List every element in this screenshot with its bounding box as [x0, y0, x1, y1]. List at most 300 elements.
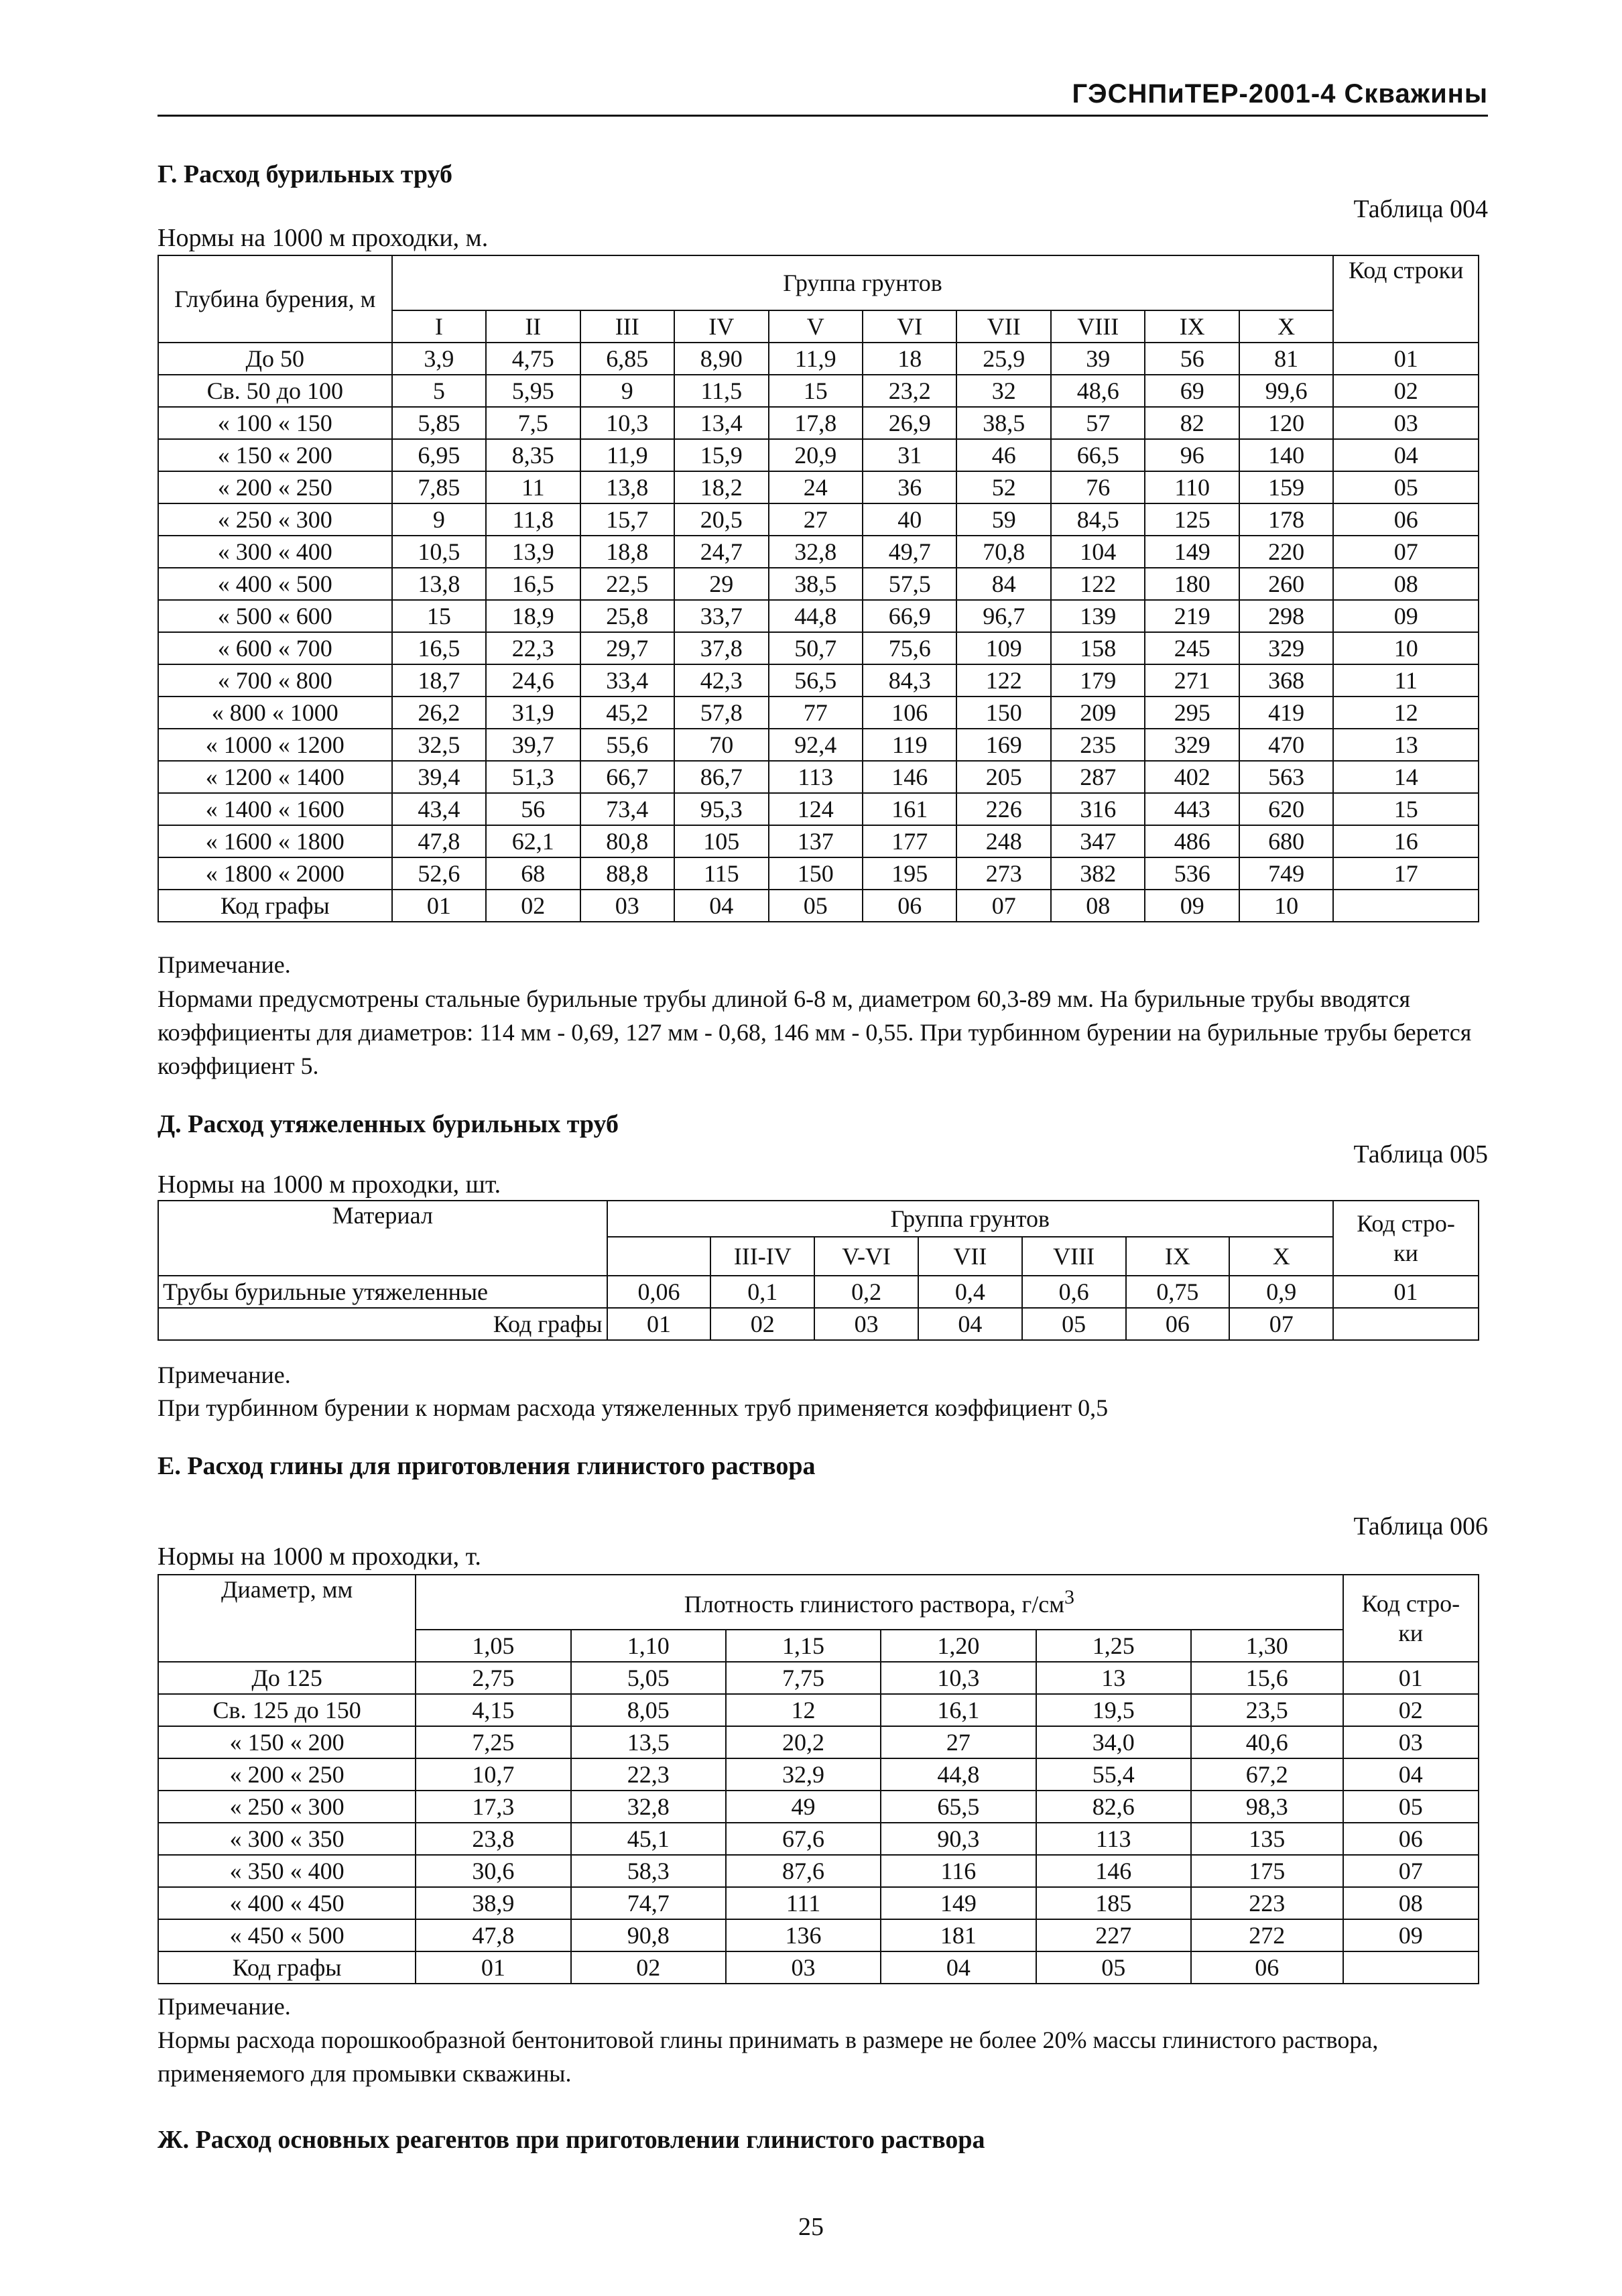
value-cell: 66,5: [1051, 439, 1145, 471]
value-cell: 122: [956, 664, 1050, 697]
value-cell: 49,7: [863, 536, 956, 568]
column-code: 06: [1126, 1308, 1230, 1340]
value-cell: 5: [392, 375, 486, 407]
value-cell: 42,3: [674, 664, 768, 697]
column-code: 04: [881, 1951, 1036, 1984]
row-label: « 250 « 300: [158, 503, 392, 536]
density-header: 1,20: [881, 1630, 1036, 1662]
value-cell: 33,4: [580, 664, 674, 697]
value-cell: 13,5: [571, 1726, 726, 1758]
row-code: 14: [1333, 761, 1479, 793]
row-label: До 125: [158, 1662, 416, 1694]
section-e-heading: Е. Расход глины для приготовления глинистого раствора: [158, 1452, 816, 1480]
value-cell: 9: [392, 503, 486, 536]
value-cell: 22,5: [580, 568, 674, 600]
value-cell: 52: [956, 471, 1050, 503]
footer-empty: [1333, 1308, 1479, 1340]
footer-label: Код графы: [158, 1308, 607, 1340]
value-cell: 13: [1036, 1662, 1191, 1694]
row-label: « 250 « 300: [158, 1791, 416, 1823]
value-cell: 124: [769, 793, 863, 825]
column-code: 04: [674, 890, 768, 922]
value-cell: 39: [1051, 343, 1145, 375]
value-cell: 0,9: [1229, 1276, 1333, 1308]
value-cell: 11,9: [580, 439, 674, 471]
value-cell: 22,3: [486, 632, 580, 664]
column-code: 05: [1022, 1308, 1126, 1340]
note-e-text: Нормы расхода порошкообразной бентонитовой глины принимать в размере не более 20% массы глинистого раствора, применяемого для промывки скважины.: [158, 2027, 1379, 2087]
value-cell: 0,1: [710, 1276, 814, 1308]
value-cell: 49: [726, 1791, 881, 1823]
column-code: 05: [769, 890, 863, 922]
value-cell: 419: [1239, 697, 1333, 729]
value-cell: 316: [1051, 793, 1145, 825]
value-cell: 223: [1191, 1887, 1343, 1919]
col-group-header: Группа грунтов: [392, 255, 1334, 310]
note-d-text: При турбинном бурении к нормам расхода утяжеленных труб применяется коэффициент 0,5: [158, 1394, 1109, 1421]
row-label: « 400 « 500: [158, 568, 392, 600]
column-code: 02: [571, 1951, 726, 1984]
value-cell: 4,75: [486, 343, 580, 375]
row-label: « 300 « 350: [158, 1823, 416, 1855]
value-cell: 443: [1145, 793, 1239, 825]
table-row: [158, 1887, 1479, 1919]
value-cell: 32,8: [769, 536, 863, 568]
density-header: 1,15: [726, 1630, 881, 1662]
group-header: VIII: [1051, 310, 1145, 343]
value-cell: 44,8: [881, 1758, 1036, 1791]
row-label: « 600 « 700: [158, 632, 392, 664]
group-header: IV: [674, 310, 768, 343]
table-row: [158, 343, 1479, 375]
value-cell: 158: [1051, 632, 1145, 664]
value-cell: 70: [674, 729, 768, 761]
value-cell: 18,8: [580, 536, 674, 568]
table-row: [158, 439, 1479, 471]
value-cell: 140: [1239, 439, 1333, 471]
value-cell: 195: [863, 857, 956, 890]
row-label: Св. 125 до 150: [158, 1694, 416, 1726]
row-label: « 200 « 250: [158, 1758, 416, 1791]
col-group-header: Группа грунтов: [607, 1201, 1334, 1237]
running-header: ГЭСНПиТЕР-2001-4 Скважины: [158, 79, 1488, 117]
value-cell: 235: [1051, 729, 1145, 761]
density-header: 1,10: [571, 1630, 726, 1662]
table-005-label: Таблица 005: [1353, 1140, 1488, 1168]
value-cell: 271: [1145, 664, 1239, 697]
value-cell: 109: [956, 632, 1050, 664]
value-cell: 30,6: [416, 1855, 570, 1887]
footer-label: Код графы: [158, 1951, 416, 1984]
table-row: [158, 664, 1479, 697]
row-label: « 150 « 200: [158, 439, 392, 471]
value-cell: 10,5: [392, 536, 486, 568]
row-label: « 800 « 1000: [158, 697, 392, 729]
value-cell: 86,7: [674, 761, 768, 793]
value-cell: 185: [1036, 1887, 1191, 1919]
value-cell: 17,3: [416, 1791, 570, 1823]
value-cell: 5,85: [392, 407, 486, 439]
group-header: IX: [1145, 310, 1239, 343]
value-cell: 20,2: [726, 1726, 881, 1758]
row-label: « 500 « 600: [158, 600, 392, 632]
row-code: 01: [1333, 1276, 1479, 1308]
value-cell: 150: [769, 857, 863, 890]
value-cell: 111: [726, 1887, 881, 1919]
row-code: 08: [1343, 1887, 1479, 1919]
col-code-line2: ки: [1398, 1620, 1424, 1646]
group-header: [607, 1237, 711, 1276]
value-cell: 39,7: [486, 729, 580, 761]
value-cell: 45,1: [571, 1823, 726, 1855]
value-cell: 10,7: [416, 1758, 570, 1791]
value-cell: 8,35: [486, 439, 580, 471]
value-cell: 65,5: [881, 1791, 1036, 1823]
table-row: [158, 471, 1479, 503]
row-code: 02: [1343, 1694, 1479, 1726]
value-cell: 11,9: [769, 343, 863, 375]
value-cell: 8,90: [674, 343, 768, 375]
value-cell: 40: [863, 503, 956, 536]
value-cell: 205: [956, 761, 1050, 793]
col-material-header: Материал: [158, 1201, 607, 1276]
value-cell: 175: [1191, 1855, 1343, 1887]
value-cell: 272: [1191, 1919, 1343, 1951]
value-cell: 16,5: [392, 632, 486, 664]
value-cell: 0,75: [1126, 1276, 1230, 1308]
col-code-line1: Код стро-: [1357, 1210, 1455, 1237]
value-cell: 50,7: [769, 632, 863, 664]
section-d-heading: Д. Расход утяжеленных бурильных труб: [158, 1110, 619, 1138]
row-code: 04: [1343, 1758, 1479, 1791]
group-header: V: [769, 310, 863, 343]
value-cell: 37,8: [674, 632, 768, 664]
value-cell: 58,3: [571, 1855, 726, 1887]
value-cell: 7,5: [486, 407, 580, 439]
value-cell: 34,0: [1036, 1726, 1191, 1758]
value-cell: 23,5: [1191, 1694, 1343, 1726]
column-code: 07: [1229, 1308, 1333, 1340]
row-label: « 1200 « 1400: [158, 761, 392, 793]
row-code: 05: [1343, 1791, 1479, 1823]
table-006: [158, 1574, 1479, 1984]
value-cell: 248: [956, 825, 1050, 857]
table-row: [158, 1758, 1479, 1791]
value-cell: 402: [1145, 761, 1239, 793]
value-cell: 136: [726, 1919, 881, 1951]
col-code-line1: Код стро-: [1361, 1590, 1460, 1617]
value-cell: 46: [956, 439, 1050, 471]
note-g-text: Нормами предусмотрены стальные бурильные трубы длиной 6-8 м, диаметром 60,3-89 мм. На бурильные трубы вводятся коэффициенты для диаметров: 114 мм - 0,69, 127 мм - 0,68, 146 мм - 0,55. При турбинном бурении на бурильные трубы берется коэффициент 5.: [158, 985, 1472, 1079]
table-row: [158, 857, 1479, 890]
value-cell: 84: [956, 568, 1050, 600]
value-cell: 382: [1051, 857, 1145, 890]
value-cell: 179: [1051, 664, 1145, 697]
value-cell: 38,5: [769, 568, 863, 600]
value-cell: 47,8: [392, 825, 486, 857]
value-cell: 273: [956, 857, 1050, 890]
value-cell: 149: [881, 1887, 1036, 1919]
value-cell: 563: [1239, 761, 1333, 793]
value-cell: 18,2: [674, 471, 768, 503]
value-cell: 27: [769, 503, 863, 536]
column-code: 09: [1145, 890, 1239, 922]
table-row: [158, 1791, 1479, 1823]
value-cell: 0,06: [607, 1276, 711, 1308]
column-code: 03: [814, 1308, 918, 1340]
table-row: [158, 1919, 1479, 1951]
group-header: V-VI: [814, 1237, 918, 1276]
value-cell: 227: [1036, 1919, 1191, 1951]
table-005: [158, 1200, 1479, 1341]
value-cell: 7,85: [392, 471, 486, 503]
table-004: [158, 255, 1479, 922]
value-cell: 2,75: [416, 1662, 570, 1694]
value-cell: 5,95: [486, 375, 580, 407]
value-cell: 470: [1239, 729, 1333, 761]
value-cell: 75,6: [863, 632, 956, 664]
value-cell: 23,2: [863, 375, 956, 407]
value-cell: 15,7: [580, 503, 674, 536]
value-cell: 90,8: [571, 1919, 726, 1951]
row-label: « 700 « 800: [158, 664, 392, 697]
value-cell: 38,9: [416, 1887, 570, 1919]
table-row: [158, 375, 1479, 407]
value-cell: 20,9: [769, 439, 863, 471]
value-cell: 10,3: [580, 407, 674, 439]
value-cell: 4,15: [416, 1694, 570, 1726]
value-cell: 135: [1191, 1823, 1343, 1855]
value-cell: 59: [956, 503, 1050, 536]
value-cell: 48,6: [1051, 375, 1145, 407]
col-depth-header: Глубина бурения, м: [158, 255, 392, 343]
note-g-head: Примечание.: [158, 951, 291, 978]
value-cell: 7,25: [416, 1726, 570, 1758]
value-cell: 122: [1051, 568, 1145, 600]
value-cell: 178: [1239, 503, 1333, 536]
value-cell: 180: [1145, 568, 1239, 600]
value-cell: 245: [1145, 632, 1239, 664]
value-cell: 125: [1145, 503, 1239, 536]
table-row: [158, 697, 1479, 729]
value-cell: 106: [863, 697, 956, 729]
value-cell: 347: [1051, 825, 1145, 857]
section-zh-heading: Ж. Расход основных реагентов при приготовлении глинистого раствора: [158, 2126, 985, 2154]
col-density-text: Плотность глинистого раствора, г/см: [684, 1591, 1065, 1618]
value-cell: 70,8: [956, 536, 1050, 568]
value-cell: 11,8: [486, 503, 580, 536]
value-cell: 90,3: [881, 1823, 1036, 1855]
value-cell: 220: [1239, 536, 1333, 568]
value-cell: 5,05: [571, 1662, 726, 1694]
value-cell: 10,3: [881, 1662, 1036, 1694]
footer-empty: [1343, 1951, 1479, 1984]
table-row: [158, 568, 1479, 600]
group-header: VII: [918, 1237, 1022, 1276]
value-cell: 82: [1145, 407, 1239, 439]
column-code: 02: [710, 1308, 814, 1340]
column-code: 06: [863, 890, 956, 922]
value-cell: 169: [956, 729, 1050, 761]
row-label: « 1400 « 1600: [158, 793, 392, 825]
value-cell: 749: [1239, 857, 1333, 890]
value-cell: 6,85: [580, 343, 674, 375]
value-cell: 13,4: [674, 407, 768, 439]
row-label: « 1600 « 1800: [158, 825, 392, 857]
row-code: 13: [1333, 729, 1479, 761]
value-cell: 298: [1239, 600, 1333, 632]
value-cell: 329: [1145, 729, 1239, 761]
column-code: 10: [1239, 890, 1333, 922]
column-code: 01: [392, 890, 486, 922]
group-header: I: [392, 310, 486, 343]
section-g-heading: Г. Расход бурильных труб: [158, 160, 452, 188]
col-code-header: [1333, 1201, 1479, 1276]
value-cell: 26,2: [392, 697, 486, 729]
table-006-label: Таблица 006: [1353, 1512, 1488, 1540]
value-cell: 113: [769, 761, 863, 793]
value-cell: 55,4: [1036, 1758, 1191, 1791]
group-header: II: [486, 310, 580, 343]
row-code: 15: [1333, 793, 1479, 825]
column-code: 04: [918, 1308, 1022, 1340]
value-cell: 67,2: [1191, 1758, 1343, 1791]
row-code: 05: [1333, 471, 1479, 503]
group-header: VIII: [1022, 1237, 1126, 1276]
page-number: 25: [798, 2213, 824, 2241]
row-code: 09: [1343, 1919, 1479, 1951]
value-cell: 96,7: [956, 600, 1050, 632]
value-cell: 81: [1239, 343, 1333, 375]
value-cell: 260: [1239, 568, 1333, 600]
value-cell: 0,2: [814, 1276, 918, 1308]
row-code: 07: [1343, 1855, 1479, 1887]
value-cell: 219: [1145, 600, 1239, 632]
value-cell: 105: [674, 825, 768, 857]
value-cell: 56,5: [769, 664, 863, 697]
value-cell: 36: [863, 471, 956, 503]
value-cell: 19,5: [1036, 1694, 1191, 1726]
column-code: 07: [956, 890, 1050, 922]
value-cell: 486: [1145, 825, 1239, 857]
value-cell: 68: [486, 857, 580, 890]
value-cell: 20,5: [674, 503, 768, 536]
value-cell: 181: [881, 1919, 1036, 1951]
table-004-label: Таблица 004: [1353, 195, 1488, 223]
table-row: [158, 600, 1479, 632]
value-cell: 45,2: [580, 697, 674, 729]
value-cell: 27: [881, 1726, 1036, 1758]
value-cell: 116: [881, 1855, 1036, 1887]
table-row: [158, 1694, 1479, 1726]
value-cell: 0,6: [1022, 1276, 1126, 1308]
row-code: 02: [1333, 375, 1479, 407]
value-cell: 139: [1051, 600, 1145, 632]
row-code: 10: [1333, 632, 1479, 664]
value-cell: 77: [769, 697, 863, 729]
value-cell: 159: [1239, 471, 1333, 503]
column-code: 01: [607, 1308, 711, 1340]
value-cell: 74,7: [571, 1887, 726, 1919]
value-cell: 287: [1051, 761, 1145, 793]
value-cell: 3,9: [392, 343, 486, 375]
group-header: X: [1239, 310, 1333, 343]
value-cell: 15: [392, 600, 486, 632]
row-label: « 350 « 400: [158, 1855, 416, 1887]
value-cell: 56: [486, 793, 580, 825]
note-d-head: Примечание.: [158, 1362, 291, 1388]
table-row: [158, 1823, 1479, 1855]
value-cell: 33,7: [674, 600, 768, 632]
value-cell: 47,8: [416, 1919, 570, 1951]
table-row: [158, 1662, 1479, 1694]
value-cell: 177: [863, 825, 956, 857]
value-cell: 120: [1239, 407, 1333, 439]
value-cell: 26,9: [863, 407, 956, 439]
footer-empty: [1333, 890, 1479, 922]
value-cell: 620: [1239, 793, 1333, 825]
row-label: « 400 « 450: [158, 1887, 416, 1919]
column-code: 01: [416, 1951, 570, 1984]
value-cell: 16,1: [881, 1694, 1036, 1726]
value-cell: 57,8: [674, 697, 768, 729]
table-row: [158, 503, 1479, 536]
table-row: [158, 1855, 1479, 1887]
value-cell: 62,1: [486, 825, 580, 857]
value-cell: 52,6: [392, 857, 486, 890]
table-row: [158, 793, 1479, 825]
value-cell: 13,8: [580, 471, 674, 503]
value-cell: 13,8: [392, 568, 486, 600]
value-cell: 23,8: [416, 1823, 570, 1855]
value-cell: 32,9: [726, 1758, 881, 1791]
group-header: VI: [863, 310, 956, 343]
density-header: 1,30: [1191, 1630, 1343, 1662]
value-cell: 15,9: [674, 439, 768, 471]
column-code: 02: [486, 890, 580, 922]
value-cell: 73,4: [580, 793, 674, 825]
value-cell: 12: [726, 1694, 881, 1726]
column-code: 06: [1191, 1951, 1343, 1984]
group-header: III-IV: [710, 1237, 814, 1276]
value-cell: 22,3: [571, 1758, 726, 1791]
row-code: 06: [1333, 503, 1479, 536]
value-cell: 51,3: [486, 761, 580, 793]
value-cell: 82,6: [1036, 1791, 1191, 1823]
col-diameter-header: Диаметр, мм: [158, 1575, 416, 1662]
col-code-line2: ки: [1393, 1240, 1418, 1266]
value-cell: 368: [1239, 664, 1333, 697]
row-code: 06: [1343, 1823, 1479, 1855]
table-006-caption: Нормы на 1000 м проходки, т.: [158, 1543, 481, 1571]
group-header: III: [580, 310, 674, 343]
value-cell: 38,5: [956, 407, 1050, 439]
row-label: « 150 « 200: [158, 1726, 416, 1758]
value-cell: 24: [769, 471, 863, 503]
col-density-sup: 3: [1064, 1586, 1075, 1608]
value-cell: 67,6: [726, 1823, 881, 1855]
row-code: 04: [1333, 439, 1479, 471]
row-label: До 50: [158, 343, 392, 375]
value-cell: 18,7: [392, 664, 486, 697]
column-code: 03: [580, 890, 674, 922]
note-e-head: Примечание.: [158, 1993, 291, 2020]
value-cell: 161: [863, 793, 956, 825]
value-cell: 536: [1145, 857, 1239, 890]
col-density-header: [416, 1575, 1343, 1630]
value-cell: 25,8: [580, 600, 674, 632]
value-cell: 31,9: [486, 697, 580, 729]
